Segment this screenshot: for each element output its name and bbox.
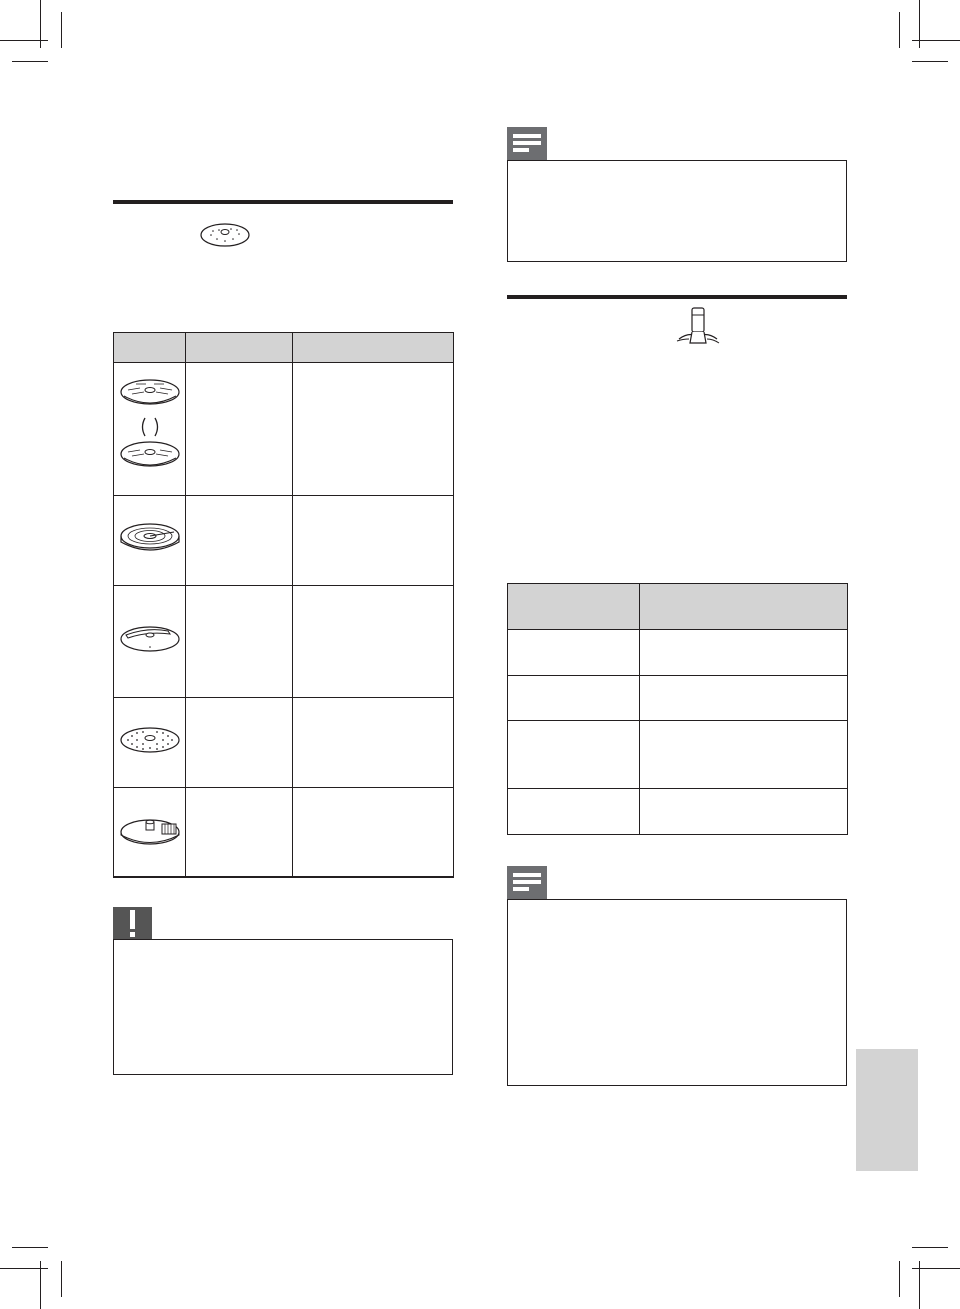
note-box-bottom	[507, 899, 847, 1086]
disc-description	[293, 496, 454, 586]
table-cell	[508, 676, 640, 721]
chopping-blade-icon	[675, 305, 721, 349]
section-rule-right	[507, 295, 847, 299]
note-tab-bottom	[507, 866, 547, 900]
reversible-slicing-disc-icon	[118, 372, 182, 482]
caution-icon	[113, 907, 152, 940]
table-cell	[640, 676, 848, 721]
note-icon	[507, 866, 547, 900]
thin-slicing-disc-icon	[118, 619, 182, 659]
right-table	[507, 583, 848, 835]
section-title-left	[113, 208, 205, 216]
disc-name	[186, 586, 293, 698]
note-tab-top	[507, 127, 547, 161]
caution-tab	[113, 907, 152, 940]
disc-name	[186, 788, 293, 878]
table-bottom-rule	[113, 876, 453, 878]
section-rule-left	[113, 200, 453, 204]
table-row	[114, 586, 454, 698]
table-row	[114, 496, 454, 586]
note-box-top	[507, 160, 847, 262]
table-cell	[640, 721, 848, 789]
note-icon	[507, 127, 547, 161]
table-row	[508, 630, 848, 676]
disc-description	[293, 586, 454, 698]
section-title-right	[507, 304, 669, 312]
note-text-top	[508, 161, 846, 169]
disc-header-icon	[199, 221, 251, 249]
table-row	[114, 788, 454, 878]
slicing-disc-icon	[118, 516, 182, 560]
french-fries-disc-icon	[118, 808, 182, 852]
caution-text	[114, 940, 452, 948]
disc-name	[186, 698, 293, 788]
note-text-bottom	[508, 900, 846, 908]
table-header	[186, 333, 293, 363]
disc-description	[293, 698, 454, 788]
table-header	[114, 333, 186, 363]
table-row	[114, 698, 454, 788]
disc-name	[186, 496, 293, 586]
table-row	[114, 363, 454, 496]
table-row	[508, 721, 848, 789]
discs-table	[113, 332, 454, 878]
disc-description	[293, 788, 454, 878]
table-header	[508, 584, 640, 630]
table-row	[508, 789, 848, 835]
grating-disc-icon	[118, 720, 182, 760]
table-header	[640, 584, 848, 630]
table-cell	[508, 789, 640, 835]
caution-box	[113, 939, 453, 1075]
table-cell	[508, 721, 640, 789]
table-cell	[508, 630, 640, 676]
table-header	[293, 333, 454, 363]
disc-description	[293, 363, 454, 496]
table-row	[508, 676, 848, 721]
table-cell	[640, 789, 848, 835]
language-side-tab	[856, 1049, 918, 1171]
disc-name	[186, 363, 293, 496]
table-cell	[640, 630, 848, 676]
